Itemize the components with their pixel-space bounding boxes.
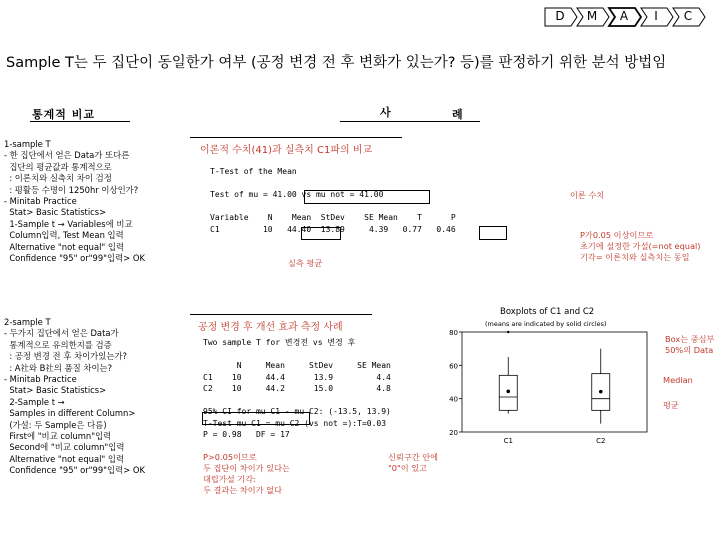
dmaic-step-c: C [673, 8, 707, 26]
header-underline-right [340, 121, 480, 122]
y-tick-label: 20 [449, 429, 458, 437]
example1-output: T-Test of the Mean Test of mu = 41.00 vs mu not = 41.00 Variable N Mean StDev SE Mean T P C1 10 44.40 13.89 4.39 0.77 0.46 [210, 167, 456, 234]
note-ci-zero: 신뢰구간 안에 "0"이 있고 [388, 452, 439, 473]
mean-dot [506, 390, 510, 394]
dmaic-step-d: D [545, 8, 579, 26]
x-tick-label: C2 [596, 437, 606, 445]
chart-title: Boxplots of C1 and C2 [500, 307, 595, 317]
dmaic-step-a: A [609, 8, 643, 26]
outlier-point [507, 331, 509, 333]
example1-mean-highlight [304, 190, 430, 204]
mean-dot [599, 390, 603, 394]
note-theory-value: 이론 수치 [570, 190, 605, 200]
note-median: Median [663, 375, 693, 385]
note-p-conclusion: P가0.05 이상이므로 초기에 설정한 가설(=not equal) 기각= 이론치와 실측치는 동일 [580, 230, 701, 262]
boxplot-chart [450, 326, 660, 451]
y-tick-label: 40 [449, 395, 458, 404]
example1-mean-value-highlight [301, 227, 341, 240]
one-sample-description: 1-sample T - 한 집단에서 얻은 Data가 또다른 집단의 평균값과 통계적으로 : 이론치와 실측치 차이 검정 : 평활등 수명이 1250hr 이상인가? - Minitab Practice Stat> Basic Statistics> 1-Sample t → Variables에 비교 Column입력, Test Mean 입력 Alternative "not equal" 입력 Confidence "95" or"99"입력> OK [4, 139, 145, 264]
note-p-two-sample: P>0.05이므로 두 집단이 차이가 있다는 대립가설 기각: 두 결과는 차이가 없다 [203, 452, 290, 495]
y-tick-label: 60 [449, 362, 458, 371]
example2-p-highlight [202, 412, 310, 425]
example1-p-highlight [479, 226, 507, 240]
header-case-a: 사 [380, 106, 392, 119]
x-tick-label: C1 [503, 437, 513, 445]
note-mean: 평균 [663, 400, 679, 410]
dmaic-step-i: I [641, 8, 675, 26]
example1-title: 이론적 수치(41)과 실측치 C1파의 비교 [200, 145, 373, 156]
dmaic-step-m: M [577, 8, 611, 26]
header-case-b: 례 [452, 108, 464, 121]
example2-output: Two sample T for 변경전 vs 변경 후 N Mean StDev SE Mean C1 10 44.4 13.9 4.4 C2 10 44.2 15.0 4.8 95% CI for mu C1 - mu C2: (-13.5, 13.9) T-Test mu C1 = mu C2 (vs not =):T=0.03 P = 0.98 DF = 17 [203, 338, 391, 439]
header-comparison: 통계적 비교 [32, 108, 95, 121]
example1-rule [190, 137, 402, 138]
example2-title: 공정 변경 후 개선 효과 측정 사례 [198, 322, 343, 333]
page-title: Sample T는 두 집단이 동일한가 여부 (공정 변경 전 후 변화가 있는가? 등)를 판정하기 위한 분석 방법임 [6, 55, 667, 71]
y-tick-label: 80 [449, 329, 458, 337]
chart-subtitle: (means are indicated by solid circles) [485, 320, 607, 328]
example2-rule [190, 314, 372, 315]
two-sample-description: 2-sample T - 두가지 집단에서 얻은 Data가 통계적으로 유의한지를 검증 : 공정 변경 전 후 차이가있는가? : A社와 B社의 품질 차이는? - Minitab Practice Stat> Basic Statistics> 2-Sample t → Samples in different Column> (가설: 두 Sample은 다름) First에 "비교 column"입력 Second에 "비교 column"입력 Alternative "not equal" 입력 Confidence "95" or"99"입력> OK [4, 317, 145, 476]
note-measured-mean: 실측 평균 [288, 258, 323, 268]
plot-frame [462, 332, 647, 432]
note-box-center: Box는 중심부 50%의 Data [665, 334, 715, 355]
header-underline [30, 121, 130, 122]
boxplot-marks [499, 331, 610, 424]
boxplot-axes [449, 329, 647, 445]
